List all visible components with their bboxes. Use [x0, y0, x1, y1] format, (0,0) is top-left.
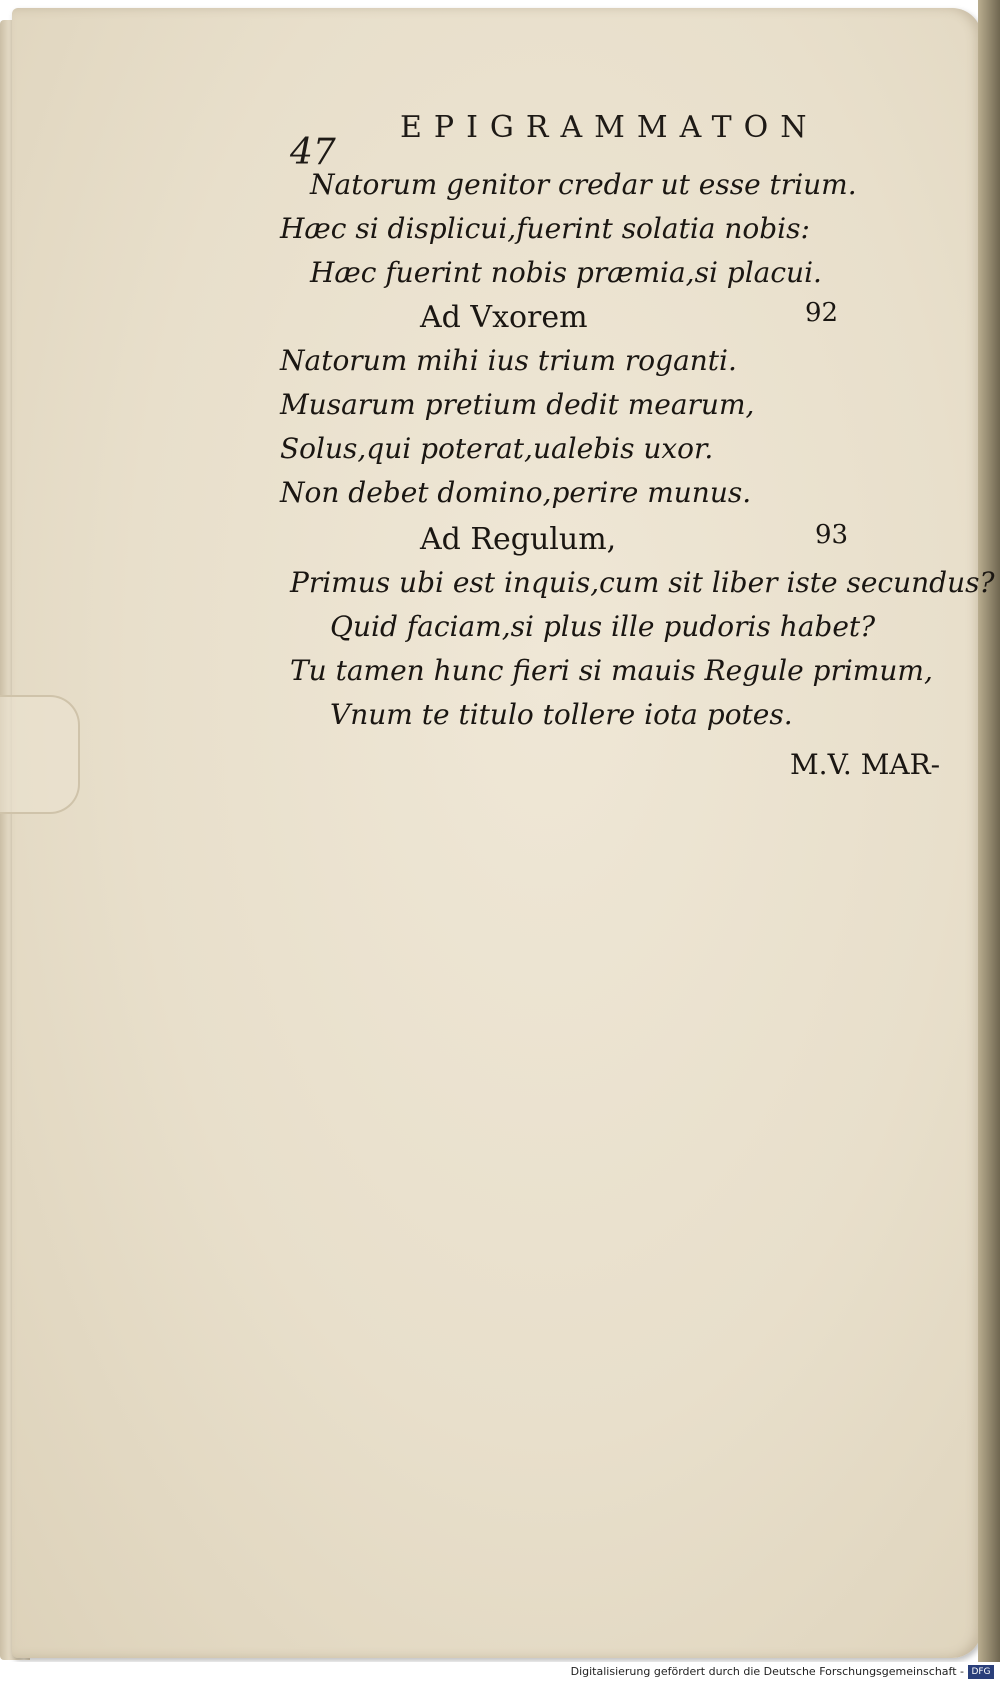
text-line: Tu tamen hunc fieri si mauis Regule primum, [290, 654, 933, 687]
page-number: 47 [290, 132, 336, 173]
running-head: EPIGRAMMATON [400, 110, 819, 145]
footer-credit: Digitalisierung gefördert durch die Deutsche Forschungsgemeinschaft - [570, 1665, 964, 1678]
dfg-logo: DFG [968, 1665, 994, 1679]
epigram-number: 92 [805, 298, 839, 328]
epigram-heading: Ad Vxorem [420, 300, 588, 335]
text-line: Primus ubi est inquis,cum sit liber iste secundus? [290, 566, 995, 599]
text-line: Natorum genitor credar ut esse trium. [310, 168, 857, 201]
digitization-footer [0, 1662, 1000, 1682]
text-line: Vnum te titulo tollere iota potes. [330, 698, 793, 731]
text-line: Hæc fuerint nobis præmia,si placui. [310, 256, 822, 289]
page-header [290, 110, 850, 174]
text-line: Natorum mihi ius trium roganti. [280, 344, 737, 377]
text-line: Solus,qui poterat,ualebis uxor. [280, 432, 714, 465]
text-line: Musarum pretium dedit mearum, [280, 388, 755, 421]
epigram-heading: Ad Regulum, [420, 522, 617, 557]
text-line: Non debet domino,perire munus. [280, 476, 752, 509]
page-tab-mark [0, 695, 80, 814]
text-line: Quid faciam,si plus ille pudoris habet? [330, 610, 876, 643]
text-line: Hæc si displicui,fuerint solatia nobis: [280, 212, 810, 245]
book-cover-edge [978, 0, 1000, 1682]
epigram-number: 93 [815, 520, 849, 550]
catchword: M.V. MAR- [790, 748, 941, 781]
